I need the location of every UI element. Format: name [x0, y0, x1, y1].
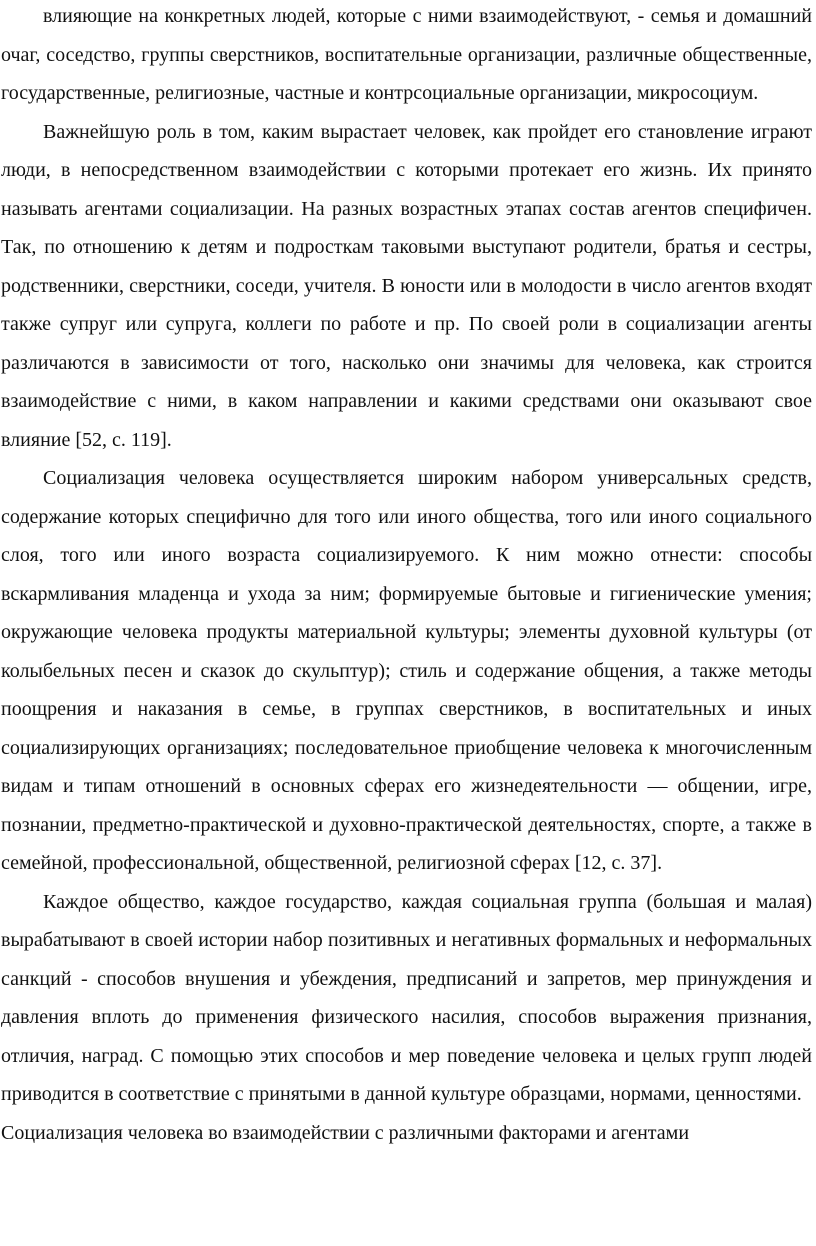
paragraph-means: Социализация человека осуществляется широким набором универсальных средств, содержание которых специфично для того или иного общества, того или иного социального слоя, того или иного возраста социализируемого. К ним можно отнести: способы вскармливания младенца и ухода за ним; формируемые бытовые и гигиенические умения; окружающие человека продукты материальной культуры; элементы духовной культуры (от колыбельных песен и сказок до скульптур); стиль и содержание общения, а также методы поощрения и наказания в семье, в группах сверстников, в воспитательных и иных социализирующих организациях; последовательное приобщение человека к многочисленным видам и типам отношений в основных сферах его жизнедеятельности — общении, игре, познании, предметно-практической и духовно-практической деятельностях, спорте, а также в семейной, профессиональной, общественной, религиозной сферах [12, с. 37]. — [1, 467, 812, 874]
section-heading: Социализация человека во взаимодействии с различными факторами и агентами — [1, 1121, 690, 1144]
paragraph-sanctions: Каждое общество, каждое государство, каждая социальная группа (большая и малая) вырабатывают в своей истории набор позитивных и негативных формальных и неформальных санкций - способов внушения и убеждения, предписаний и запретов, мер принуждения и давления вплоть до применения физического насилия, способов выражения признания, отличия, наград. С помощью этих способов и мер поведение человека и целых групп людей приводится в соответствие с принятыми в данной культуре образцами, нормами, ценностями. — [1, 890, 812, 1105]
paragraph-continuation: влияющие на конкретных людей, которые с ними взаимодействуют, - семья и домашний очаг, соседство, группы сверстников, воспитательные организации, различные общественные, государственные, религиозные, частные и контрсоциальные организации, микросоциум. — [1, 5, 812, 104]
paragraph-agents: Важнейшую роль в том, каким вырастает человек, как пройдет его становление играют люди, в непосредственном взаимодействии с которыми протекает его жизнь. Их принято называть агентами социализации. На разных возрастных этапах состав агентов специфичен. Так, по отношению к детям и подросткам таковыми выступают родители, братья и сестры, родственники, сверстники, соседи, учителя. В юности или в молодости в число агентов входят также супруг или супруга, коллеги по работе и пр. По своей роли в социализации агенты различаются в зависимости от того, насколько они значимы для человека, как строится взаимодействие с ними, в каком направлении и какими средствами они оказывают свое влияние [52, с. 119]. — [1, 120, 812, 451]
